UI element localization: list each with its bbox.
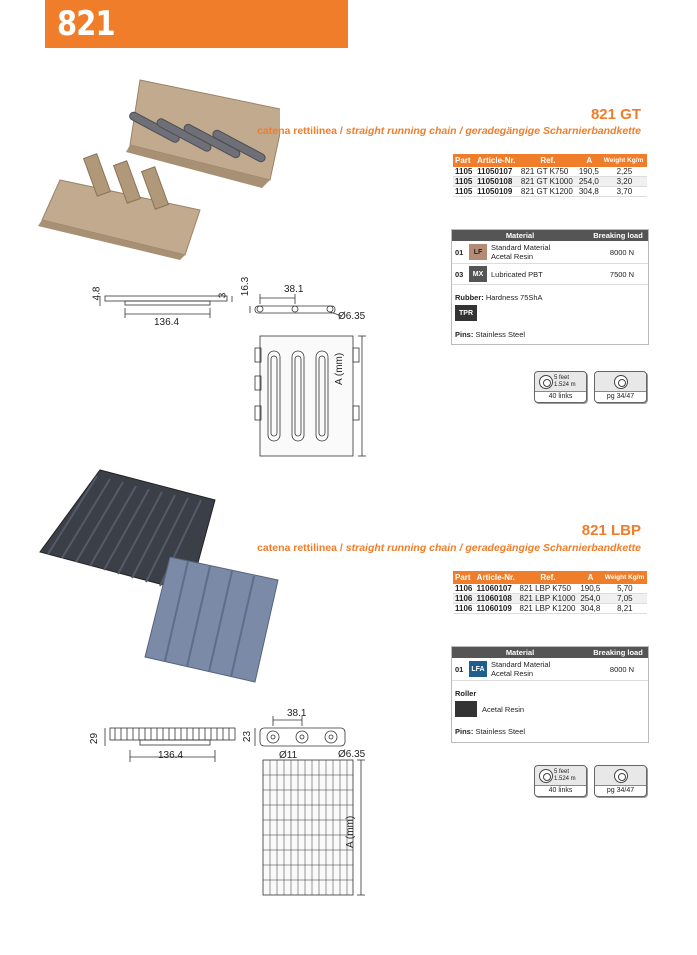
badge-top xyxy=(535,766,586,786)
material-label: Lubricated PBT xyxy=(491,269,543,279)
badge-length xyxy=(554,375,576,389)
table-row xyxy=(453,187,647,197)
material-code: 01 xyxy=(455,664,464,674)
lbp-title: 821 LBP xyxy=(581,522,641,539)
badge-page: pg 34/47 xyxy=(606,787,635,794)
table-header-row xyxy=(453,571,647,584)
cell-article: 11060109 xyxy=(475,604,518,614)
badge-feet: 5 feet xyxy=(554,769,570,775)
gt-dim-height: 4.8 xyxy=(91,286,103,301)
gt-dim-pitch: 38.1 xyxy=(284,284,304,295)
rubber-value: Hardness 75ShA xyxy=(485,293,543,302)
gt-dim-height2: 16.3 xyxy=(240,276,252,297)
cell-weight: 2,25 xyxy=(602,167,647,177)
material-chip: LFA xyxy=(469,661,487,677)
cell-weight: 5,70 xyxy=(603,584,647,594)
gt-subtitle xyxy=(257,125,641,137)
material-chip: MX xyxy=(469,266,487,282)
roll-icon xyxy=(539,375,553,389)
table-row xyxy=(453,604,647,614)
cell-ref: 821 GT K1000 xyxy=(519,177,577,187)
material-col: Material xyxy=(505,648,535,657)
badge-top xyxy=(595,372,646,392)
lbp-subtitle xyxy=(257,542,641,554)
cell-ref: 821 GT K1200 xyxy=(519,187,577,197)
rubber-line xyxy=(455,293,543,302)
pins-value: Stainless Steel xyxy=(475,330,526,339)
gt-parts-table xyxy=(453,154,647,197)
col-article: Article-Nr. xyxy=(475,571,518,584)
col-ref: Ref. xyxy=(518,571,579,584)
material-label1: Standard Material xyxy=(491,660,551,669)
cell-weight: 3,70 xyxy=(602,187,647,197)
material-label xyxy=(491,243,596,261)
gt-title: 821 GT xyxy=(590,106,641,123)
lbp-material-box xyxy=(451,646,649,743)
pins-value: Stainless Steel xyxy=(475,727,526,736)
lbp-dim-pitch: 38.1 xyxy=(287,708,307,719)
cell-a: 254,0 xyxy=(577,177,602,187)
cell-ref: 821 GT K750 xyxy=(519,167,577,177)
sprocket-icon xyxy=(614,769,628,783)
material-row xyxy=(452,264,648,285)
cell-weight: 8,21 xyxy=(603,604,647,614)
cell-part: 1105 xyxy=(453,177,475,187)
material-label1: Standard Material xyxy=(491,243,551,252)
cell-part: 1106 xyxy=(453,584,475,594)
badge-length xyxy=(554,769,576,783)
cell-a: 304,8 xyxy=(577,187,602,197)
sprocket-icon xyxy=(614,375,628,389)
gt-dim-pin: Ø6.35 xyxy=(338,311,366,322)
lbp-page-badge[interactable] xyxy=(594,765,647,797)
col-article: Article-Nr. xyxy=(475,154,519,167)
gt-page-badge[interactable] xyxy=(594,371,647,403)
cell-a: 304,8 xyxy=(578,604,602,614)
cell-article: 11050109 xyxy=(475,187,519,197)
cell-part: 1106 xyxy=(453,594,475,604)
rubber-label: Rubber: xyxy=(455,293,484,302)
gt-material-box xyxy=(451,229,649,345)
col-a: A xyxy=(578,571,602,584)
gt-dim-side: 3 xyxy=(217,292,229,299)
lbp-dim-height2: 23 xyxy=(242,730,254,743)
col-ref: Ref. xyxy=(519,154,577,167)
cell-article: 11060108 xyxy=(475,594,518,604)
pins-label: Pins: xyxy=(455,330,474,339)
badge-meters: 1.524 m xyxy=(554,776,576,782)
breaking-load-col: Breaking load xyxy=(593,648,643,657)
cell-part: 1105 xyxy=(453,167,475,177)
cell-article: 11060107 xyxy=(475,584,518,594)
gt-subtitle-it: catena rettilinea / xyxy=(257,125,346,137)
gt-product-image xyxy=(30,70,280,260)
material-label2: Acetal Resin xyxy=(491,252,534,261)
table-row xyxy=(453,584,647,594)
badge-page: pg 34/47 xyxy=(606,393,635,400)
gt-subtitle-en: straight running chain / geradegängige Scharnierbandkette xyxy=(345,125,641,137)
roller-chip xyxy=(455,701,477,717)
cell-a: 190,5 xyxy=(577,167,602,177)
badge-links: 40 links xyxy=(548,393,573,400)
gt-links-badge xyxy=(534,371,587,403)
gt-dim-length: A (mm) xyxy=(334,352,345,385)
material-header xyxy=(452,647,648,658)
table-row xyxy=(453,594,647,604)
lbp-dim-pin: Ø6.35 xyxy=(338,749,366,760)
cell-part: 1106 xyxy=(453,604,475,614)
cell-weight: 7,05 xyxy=(603,594,647,604)
col-part: Part xyxy=(453,571,475,584)
cell-article: 11050107 xyxy=(475,167,519,177)
series-code: 821 xyxy=(57,4,115,44)
rubber-chip: TPR xyxy=(455,305,477,321)
col-weight: Weight Kg/m xyxy=(602,154,647,167)
cell-ref: 821 LBP K1000 xyxy=(518,594,579,604)
material-label2: Acetal Resin xyxy=(491,669,534,678)
table-row xyxy=(453,167,647,177)
lbp-subtitle-it: catena rettilinea / xyxy=(257,542,346,554)
lbp-technical-drawing xyxy=(95,700,385,900)
col-weight: Weight Kg/m xyxy=(603,571,647,584)
material-load: 8000 N xyxy=(609,247,635,257)
roller-label: Roller xyxy=(455,689,477,698)
material-load: 7500 N xyxy=(609,269,635,279)
material-chip: LF xyxy=(469,244,487,260)
badge-links: 40 links xyxy=(548,787,573,794)
badge-top xyxy=(535,372,586,392)
material-load: 8000 N xyxy=(609,664,635,674)
gt-dim-width: 136.4 xyxy=(154,317,180,328)
lbp-dim-length: A (mm) xyxy=(345,815,356,848)
material-code: 03 xyxy=(455,269,464,279)
material-row xyxy=(452,241,648,264)
lbp-product-image xyxy=(30,462,290,692)
cell-article: 11050108 xyxy=(475,177,519,187)
lbp-dim-roller: Ø11 xyxy=(279,750,298,761)
material-row xyxy=(452,658,648,681)
pins-line xyxy=(455,727,525,736)
col-part: Part xyxy=(453,154,475,167)
cell-weight: 3,20 xyxy=(602,177,647,187)
table-header-row xyxy=(453,154,647,167)
cell-a: 190,5 xyxy=(578,584,602,594)
cell-a: 254,0 xyxy=(578,594,602,604)
lbp-subtitle-en: straight running chain / geradegängige Scharnierbandkette xyxy=(345,542,641,554)
lbp-dim-height: 29 xyxy=(89,732,101,745)
material-code: 01 xyxy=(455,247,464,257)
lbp-parts-table xyxy=(453,571,647,614)
material-header xyxy=(452,230,648,241)
material-label xyxy=(491,660,596,678)
badge-feet: 5 feet xyxy=(554,375,570,381)
roller-value: Acetal Resin xyxy=(482,705,525,714)
pins-line xyxy=(455,330,525,339)
cell-part: 1105 xyxy=(453,187,475,197)
lbp-links-badge xyxy=(534,765,587,797)
badge-top xyxy=(595,766,646,786)
header-band xyxy=(45,0,348,48)
col-a: A xyxy=(577,154,602,167)
lbp-dim-width: 136.4 xyxy=(158,750,184,761)
cell-ref: 821 LBP K1200 xyxy=(518,604,579,614)
table-row xyxy=(453,177,647,187)
material-col: Material xyxy=(505,231,535,240)
breaking-load-col: Breaking load xyxy=(593,231,643,240)
badge-meters: 1.524 m xyxy=(554,382,576,388)
roll-icon xyxy=(539,769,553,783)
pins-label: Pins: xyxy=(455,727,474,736)
cell-ref: 821 LBP K750 xyxy=(518,584,579,594)
